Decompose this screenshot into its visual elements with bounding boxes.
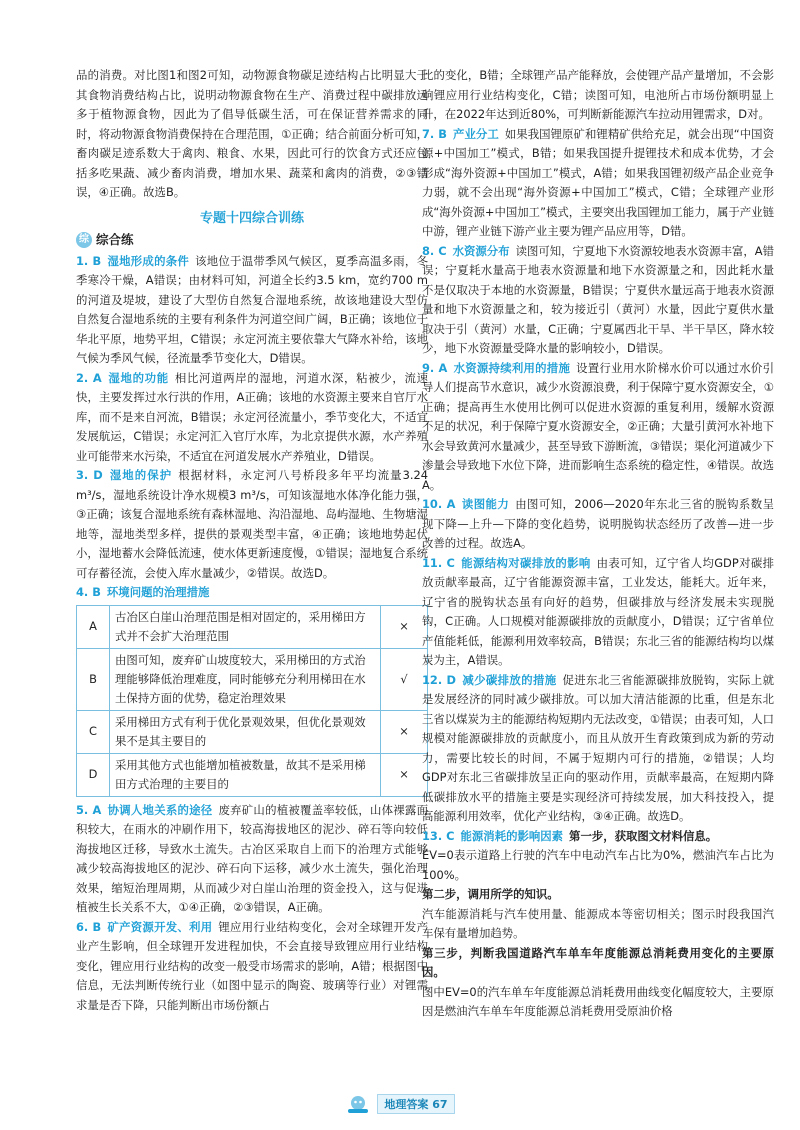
question-11: 11. C 能源结构对碳排放的影响 由表可知，辽宁省人均GDP对碳排放贡献率最高，辽宁省能源资源丰富，工业发达，能耗大。近年来，辽宁省的脱钩状态虽有向好的趋势，但碳排放与经济发展未实现脱钩，C正确。人口规模对能源碳排放的贡献度小，D错误；辽宁省单位产值能耗低，能源利用效率较高，B错误；东北三省的能源结构均以煤炭为主，A错误。 (422, 555, 774, 667)
section-title: 专题十四综合训练 (199, 210, 304, 226)
page-footer (0, 1094, 800, 1114)
practice-icon: 综 (76, 232, 92, 248)
question-1: 1. B 湿地形成的条件 该地位于温带季风气候区，夏季高温多雨，冬季寒冷干燥，A错误；由材料可知，河道全长约3.5 km，宽约700 m的河道及堤坡，建设了大型仿自然复合湿地系统，故该地建设大型仿自然复合湿地系统的主要有利条件为河道空间广阔，B正确；该地位于华北平原，地势平坦，C错误；永定河流主要依靠大气降水补给，该地气候为季风气候，径流量季节变化大，D错误。 (76, 253, 428, 365)
question-13: 13. C 能源消耗的影响因素 第一步，获取图文材料信息。 (422, 828, 718, 843)
question-13-text2: 汽车能源消耗与汽车使用量、能源成本等密切相关；图示时段我国汽车保有量增加趋势。 (422, 906, 774, 940)
question-2: 2. A 湿地的功能 相比河道两岸的湿地，河道水深，粘被少，流速快，主要发挥过水行洪的作用，A正确；该地的水资源主要来自官厅水库，而不是来自河流，B错误；永定河径流量小，季节变化大，不适宜发展航运，C错误；永定河汇入官厅水库，为北京提供水源，水产养殖业可能带来水污染，不适宜在河道发展水产养殖业，D错误。 (76, 370, 428, 463)
question-9: 9. A 水资源持续利用的措施 设置行业用水阶梯水价可以通过水价引导人们提高节水意识，减少水资源浪费，利于保障宁夏水资源安全，①正确；提高再生水使用比例可以促进水资源的重复利用，缓解水资源不足的状况，利于保障宁夏水资源安全，②正确；大量引黄河水补地下水会导致黄河水量减少，甚至导致下游断流，③错误；渠化河道减少下渗量会导致地下水位下降，进而影响生态系统的稳定性，④错误。故选A。 (422, 360, 774, 492)
table-row: A 古冶区白崖山治理范围是相对固定的，采用梯田方式并不会扩大治理范围 × (77, 605, 428, 648)
question-6: 6. B 矿产资源开发、利用 锂应用行业结构变化，会对全球锂开发产业产生影响，但全球锂开发进程加快，不会直接导致锂应用行业结构变化，锂应用行业结构的改变一般受市场需求的影响，A错；根据图中信息，无法判断传统行业（如图中显示的陶瓷、玻璃等行业）对锂需求量是否下降，只能判断出市场份额占 (76, 919, 428, 1012)
answer-table (76, 605, 428, 797)
table-row: D 采用其他方式也能增加植被数量，故其不是采用梯田方式治理的主要目的 × (77, 753, 428, 796)
mascot-icon (345, 1094, 371, 1114)
question-13-text3: 图中EV=0的汽车单车年度能源总消耗费用曲线变化幅度较大，主要原因是燃油汽车单车年度能源总消耗费用受原油价格 (422, 984, 774, 1018)
question-8: 8. C 水资源分布 读图可知，宁夏地下水资源较地表水资源丰富，A错误；宁夏耗水量高于地表水资源量和地下水资源量之和，因此耗水量不是仅取决于本地的水资源量，B错误；宁夏供水量远高于地表水资源量和地下水资源量之和，较为接近引（黄河）水量，因此宁夏供水量取决于引（黄河）水量，C正确；宁夏属西北干旱、半干旱区，降水较少，地下水资源量受降水量的影响较小，D错误。 (422, 243, 774, 355)
question-13-step2: 第二步，调用所学的知识。 (422, 887, 559, 901)
page-number: 67 (432, 1098, 448, 1111)
subhead-label: 综合练 (96, 232, 134, 247)
intro-paragraph: 品的消费。对比图1和图2可知，动物源食物碳足迹结构占比明显大于其食物消费结构占比，说明动物源食物在生产、消费过程中碳排放远多于植物源食物，因此为了倡导低碳生活，可在保证营养需求的同时，将动物源食物消费保持在合理范围，①正确；结合前面分析可知，畜肉碳足迹系数大于禽肉、粮食、水果，因此可行的饮食方式还应包括多吃果蔬、减少畜肉消费，增加水果、蔬菜和禽肉的消费，②③错误，④正确。故选B。 (76, 68, 428, 199)
question-6-continued: 比的变化，B错；全球锂产品产能释放，会使锂产品产量增加，不会影响锂应用行业结构变化，C错；读图可知，电池所占市场份额明显上升，在2022年达到近80%，可判断新能源汽车拉动用锂需求，D对。 (422, 68, 774, 121)
table-row: B 由图可知，废弃矿山坡度较大，采用梯田的方式治理能够降低治理难度，同时能够充分利用梯田在水土保持方面的优势，稳定治理效果 √ (77, 648, 428, 710)
footer-label: 地理答案 67 (377, 1094, 454, 1114)
question-4: 4. B 环境问题的治理措施 (76, 585, 210, 599)
question-13-text1: EV=0表示道路上行驶的汽车中电动汽车占比为0%，燃油汽车占比为100%。 (422, 848, 774, 882)
question-13-step3: 第三步，判断我国道路汽车单车年度能源总消耗费用变化的主要原因。 (422, 945, 774, 979)
question-5: 5. A 协调人地关系的途径 废弃矿山的植被覆盖率较低，山体裸露面积较大，在雨水的冲刷作用下，较高海拔地区的泥沙、碎石等向较低海拔地区迁移，导致水土流失。古冶区采取自上而下的治理方式能够减少较高海拔地区的泥沙、碎石向下运移，减少水土流失，强化治理效果，缩短治理周期，从而减少对白崖山治理的资金投入，这与促进植被生长关系不大，①④正确，②③错误，A正确。 (76, 802, 428, 914)
left-column (76, 66, 428, 1015)
question-10: 10. A 读图能力 由图可知，2006—2020年东北三省的脱钩系数呈现下降—上升—下降的变化趋势，说明脱钩状态经历了改善—进一步改善的过程。故选A。 (422, 497, 774, 550)
table-row: C 采用梯田方式有利于优化景观效果，但优化景观效果不是其主要目的 × (77, 710, 428, 753)
question-3: 3. D 湿地的保护 根据材料，永定河八号桥段多年平均流量3.24 m³/s，湿地系统设计净水规模3 m³/s，可知该湿地水体净化能力强，③正确；该复合湿地系统有森林湿地、沟沿湿地、岛屿湿地、生物塘湿地等，湿地类型多样，提供的景观类型丰富，④正确；该地地势起伏小，湿地蓄水会降低流速，使水体更新速度慢，①错误；湿地复合系统可存蓄径流，会使入库水量减少，②错误。故选D。 (76, 468, 428, 580)
subhead (76, 230, 428, 250)
right-column (422, 66, 774, 1022)
question-7: 7. B 产业分工 如果我国锂原矿和锂精矿供给充足，就会出现“中国资源+中国加工”模式，B错；如果我国提升提锂技术和成本优势，才会形成“海外资源+中国加工”模式，A错；如果我国锂初级产品企业竞争力弱，就不会出现“海外资源+中国加工”模式，C错；全球锂产业形成“海外资源+中国加工”模式，主要突出我国锂加工能力，属于产业链中游，锂产业链下游产业主要为锂产品应用等，D错。 (422, 126, 774, 238)
question-12: 12. D 减少碳排放的措施 促进东北三省能源碳排放脱钩，实际上就是发展经济的同时减少碳排放。可以加大清洁能源的比重，但是东北三省以煤炭为主的能源结构短期内无法改变，①错误；由表可知，人口规模对能源碳排放的贡献度小，而且从放开生育政策到成为新的劳动力，需要比较长的时间，不属于短期内可行的措施，②错误；人均GDP对东北三省碳排放呈正向的驱动作用，贡献率最高，在短期内降低碳排放水平的措施主要是实现经济可持续发展，加大科技投入，提高能源利用效率，优化产业结构，③④正确。故选D。 (422, 672, 774, 823)
